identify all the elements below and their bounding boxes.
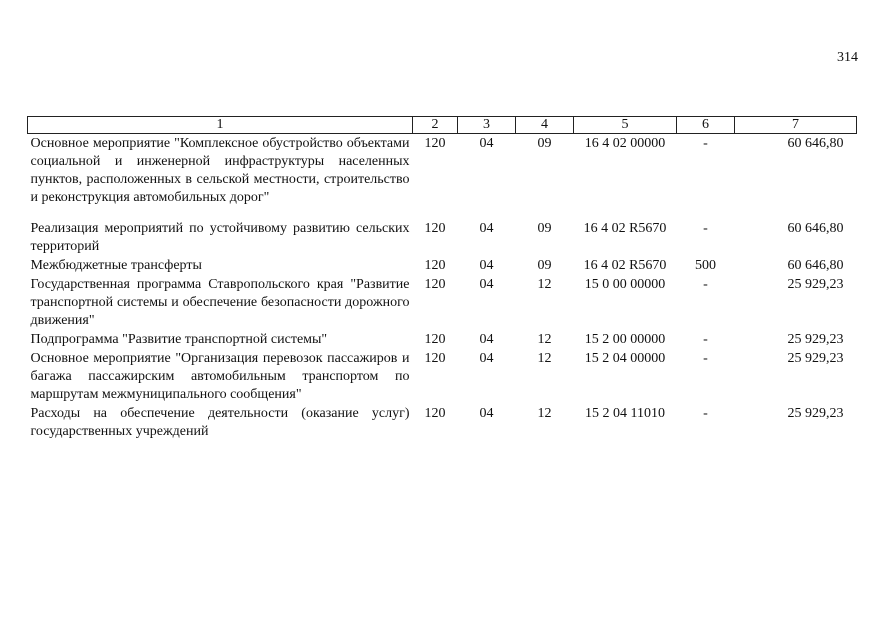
cell-col6: 500	[695, 258, 716, 273]
table-row	[28, 330, 857, 349]
cell-col7: 60 646,80	[787, 258, 844, 273]
column-header: 6	[677, 117, 735, 134]
cell-col2: 120	[424, 406, 446, 421]
cell-col3: 04	[479, 136, 494, 151]
cell-col6: -	[703, 136, 708, 151]
cell-col7: 25 929,23	[787, 277, 844, 292]
cell-col2: 120	[424, 136, 446, 151]
cell-col4: 09	[537, 221, 552, 236]
cell-col3: 04	[479, 406, 494, 421]
cell-col2: 120	[424, 258, 446, 273]
table-row	[28, 219, 857, 256]
cell-col3: 04	[479, 351, 494, 366]
cell-col5: 16 4 02 R5670	[583, 258, 667, 273]
cell-col2: 120	[424, 221, 446, 236]
cell-col5: 16 4 02 R5670	[583, 221, 667, 236]
column-header: 5	[574, 117, 677, 134]
table-row	[28, 349, 857, 404]
row-name: Основное мероприятие "Организация перевозок пассажиров и багажа пассажирским автомобильным транспортом по маршрутам межмуниципального сообщения"	[30, 351, 410, 402]
cell-col3: 04	[479, 221, 494, 236]
table-row	[28, 134, 857, 220]
cell-col3: 04	[479, 277, 494, 292]
cell-col7: 60 646,80	[787, 221, 844, 236]
cell-col4: 12	[537, 351, 552, 366]
column-header: 3	[458, 117, 516, 134]
cell-col4: 09	[537, 258, 552, 273]
cell-col2: 120	[424, 277, 446, 292]
cell-col6: -	[703, 351, 708, 366]
cell-col5: 15 2 00 00000	[584, 332, 666, 347]
column-header: 2	[413, 117, 458, 134]
cell-col7: 60 646,80	[787, 136, 844, 151]
cell-col4: 12	[537, 277, 552, 292]
column-header: 7	[735, 117, 857, 134]
column-header: 4	[516, 117, 574, 134]
row-name: Основное мероприятие "Комплексное обустройство объектами социальной и инженерной инфраструктуры населенных пунктов, расположенных в сельской местности, строительство и реконструкция автомобильных дорог"	[30, 136, 410, 205]
cell-col6: -	[703, 277, 708, 292]
row-name: Межбюджетные трансферты	[30, 258, 202, 273]
cell-col4: 12	[537, 332, 552, 347]
cell-col6: -	[703, 332, 708, 347]
cell-col6: -	[703, 221, 708, 236]
row-name: Расходы на обеспечение деятельности (оказание услуг) государственных учреждений	[30, 406, 410, 439]
cell-col7: 25 929,23	[787, 406, 844, 421]
table-row	[28, 275, 857, 330]
table-row	[28, 256, 857, 275]
cell-col2: 120	[424, 351, 446, 366]
row-name: Государственная программа Ставропольского края "Развитие транспортной системы и обеспечение безопасности дорожного движения"	[30, 277, 410, 328]
cell-col3: 04	[479, 332, 494, 347]
budget-table	[27, 116, 857, 441]
cell-col5: 16 4 02 00000	[584, 136, 666, 151]
cell-col3: 04	[479, 258, 494, 273]
cell-col4: 12	[537, 406, 552, 421]
cell-col5: 15 2 04 11010	[585, 406, 665, 421]
row-name: Подпрограмма "Развитие транспортной системы"	[30, 332, 328, 347]
row-name: Реализация мероприятий по устойчивому развитию сельских территорий	[30, 221, 410, 254]
table-header-row	[28, 117, 857, 134]
cell-col5: 15 0 00 00000	[584, 277, 666, 292]
column-header: 1	[28, 117, 413, 134]
cell-col2: 120	[424, 332, 446, 347]
table-row	[28, 404, 857, 441]
cell-col4: 09	[537, 136, 552, 151]
cell-col7: 25 929,23	[787, 351, 844, 366]
cell-col5: 15 2 04 00000	[584, 351, 666, 366]
page-number: 314	[837, 50, 858, 65]
cell-col6: -	[703, 406, 708, 421]
cell-col7: 25 929,23	[787, 332, 844, 347]
